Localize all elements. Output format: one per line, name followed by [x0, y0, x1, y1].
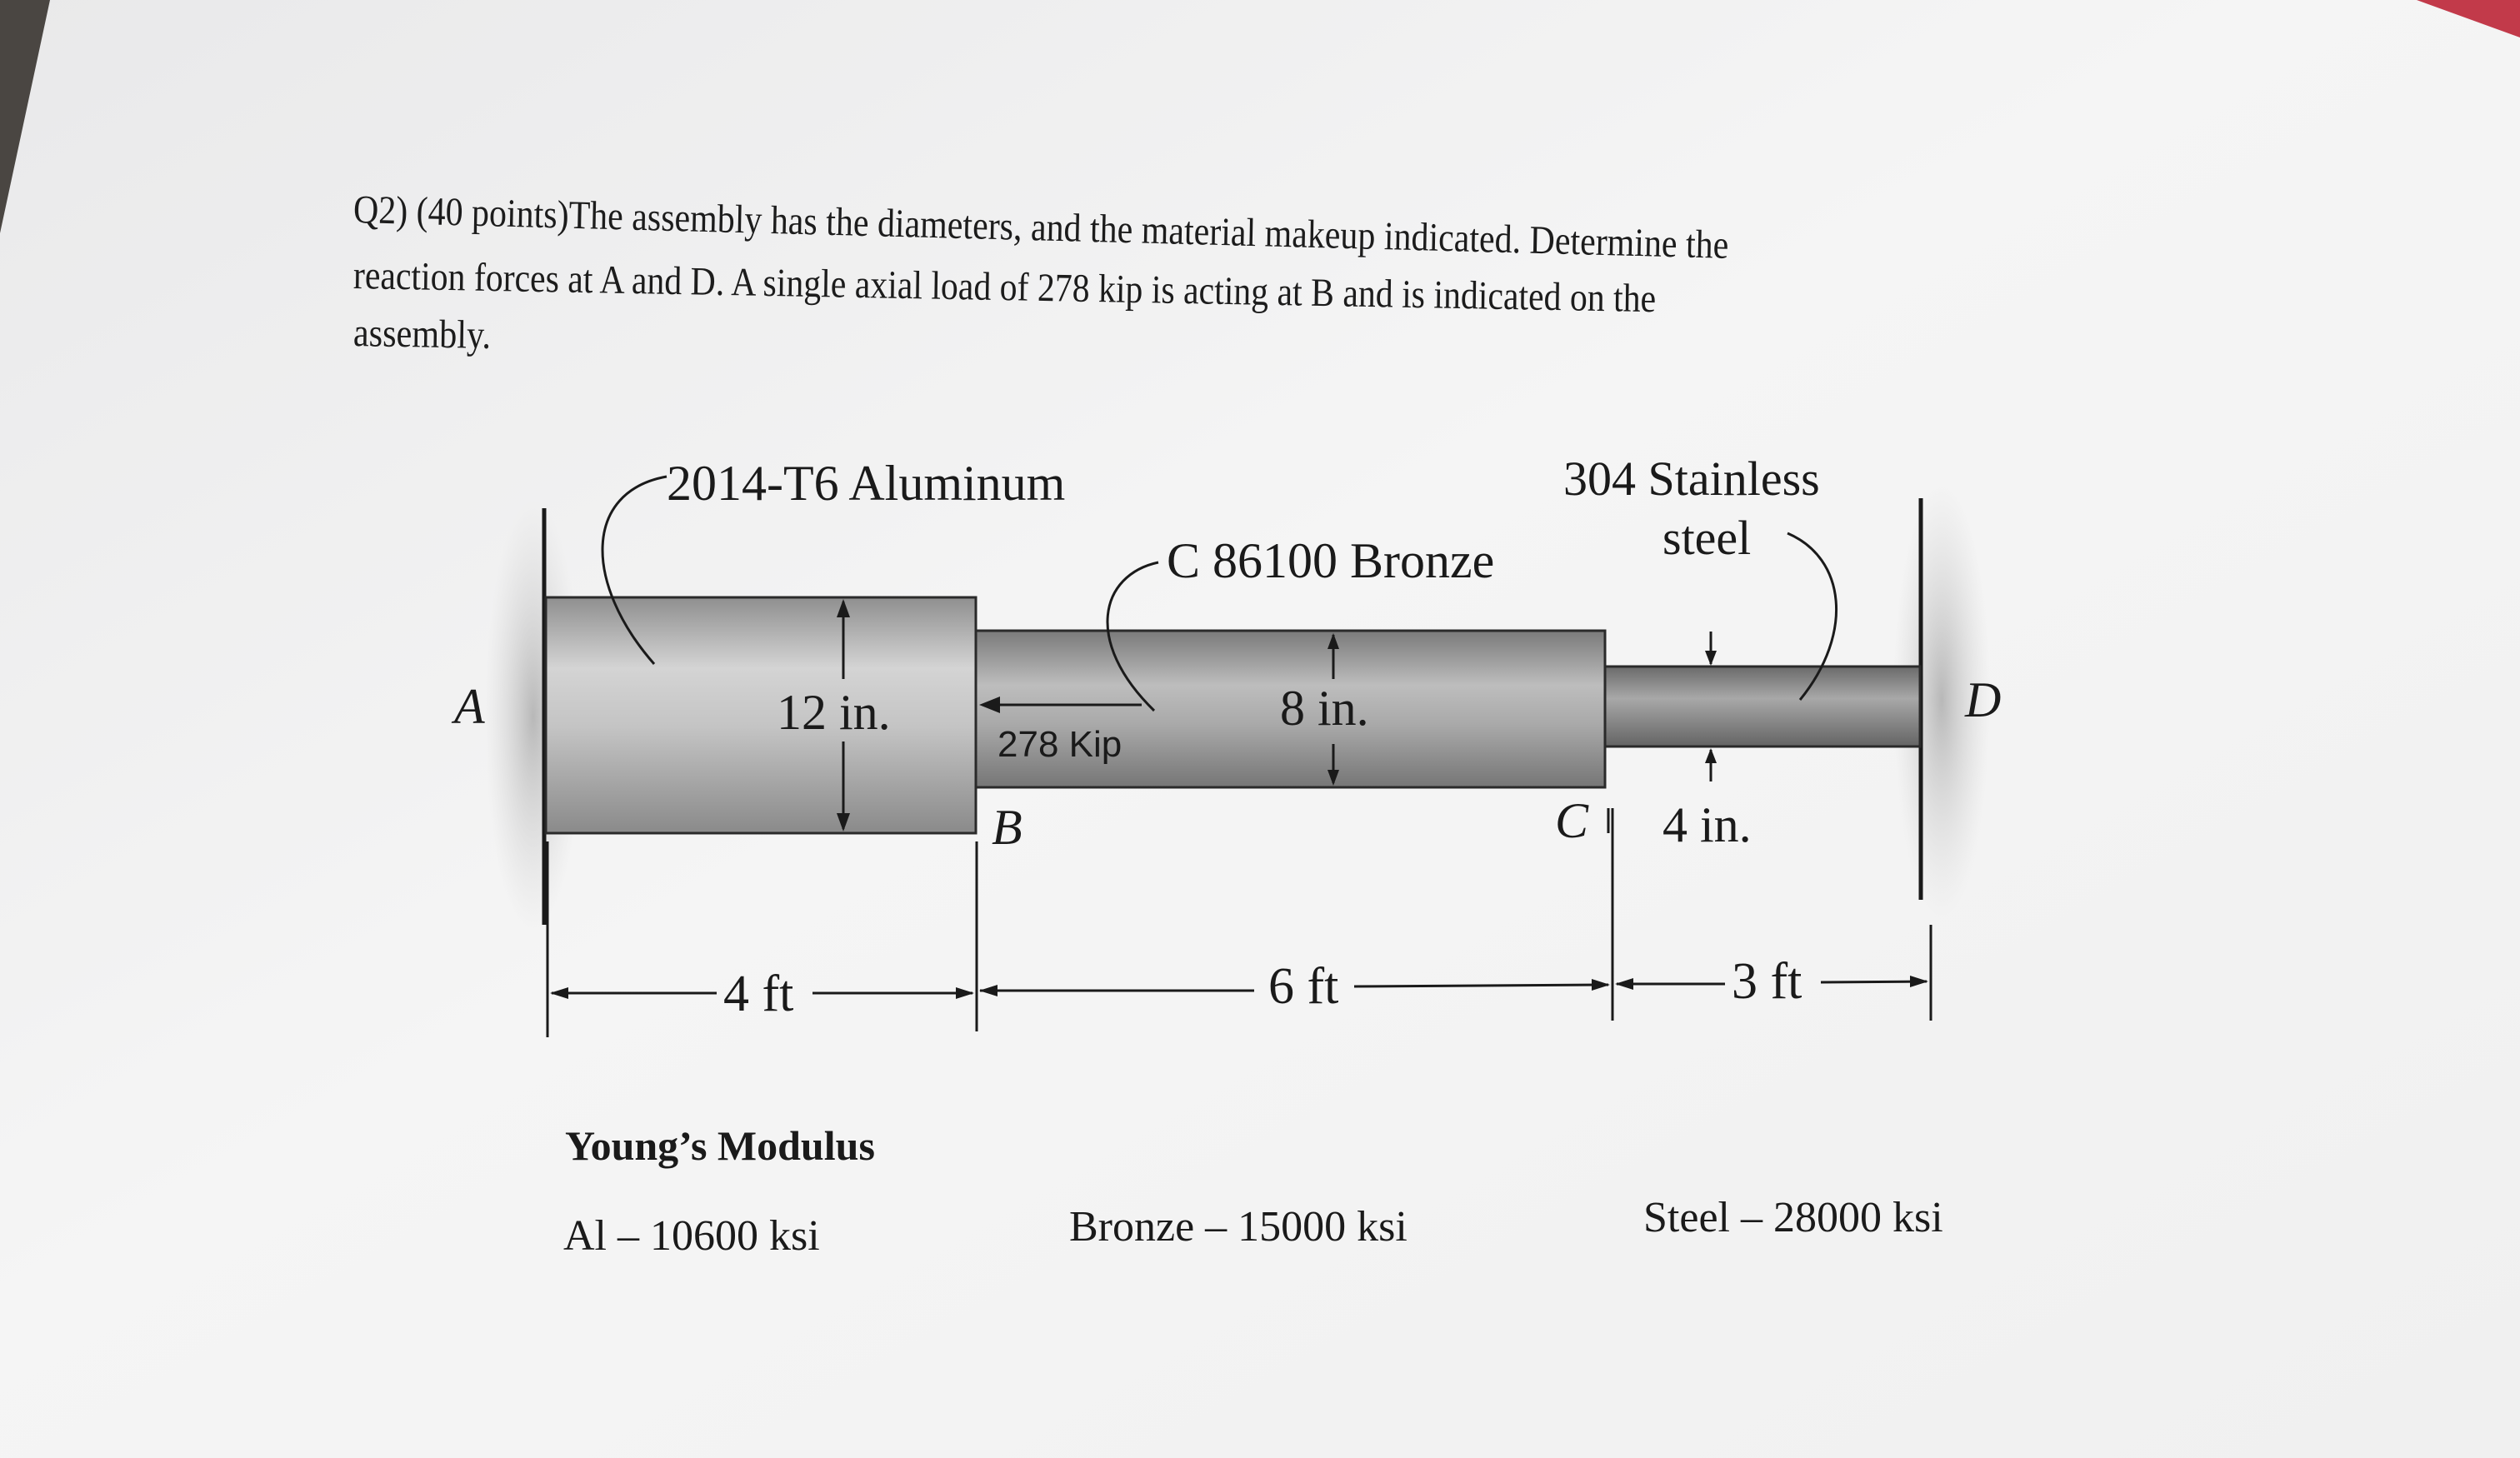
bronze-label: C 86100 Bronze: [1167, 533, 1495, 588]
question-line-2: reaction forces at A and D. A single axial load of 278 kip is acting at B and is indicated on the: [352, 253, 1657, 322]
aluminum-segment: [546, 597, 976, 833]
point-d-label: D: [1965, 672, 2002, 727]
modulus-bronze: Bronze – 15000 ksi: [1069, 1203, 1408, 1251]
steel-diameter-label: 4 in.: [1662, 797, 1752, 852]
steel-label-line-1: 304 Stainless: [1563, 452, 1820, 506]
length-dim-bronze-right: [1354, 985, 1608, 986]
steel-diameter-arrow-bottom: [1705, 748, 1717, 763]
question-line-1: Q2) (40 points)The assembly has the diameters, and the material makeup indicated. Determine the: [352, 187, 1729, 267]
length-aluminum-label: 4 ft: [723, 966, 794, 1022]
length-steel-label: 3 ft: [1732, 953, 1802, 1010]
length-dim-bronze-arrow-right: [1592, 979, 1610, 991]
bronze-diameter-label: 8 in.: [1280, 681, 1369, 736]
length-dim-steel-arrow-left: [1615, 978, 1633, 990]
steel-label-line-2: steel: [1662, 511, 1752, 565]
length-bronze-label: 6 ft: [1268, 958, 1339, 1015]
length-dim-bronze-arrow-left: [979, 985, 998, 996]
point-b-label: B: [992, 800, 1022, 855]
point-c-label: C: [1555, 793, 1589, 848]
length-dim-aluminum-arrow-right: [956, 987, 974, 999]
load-label: 278 Kip: [998, 724, 1122, 765]
steel-segment: [1605, 667, 1920, 746]
youngs-modulus-heading: Young’s Modulus: [565, 1122, 875, 1169]
length-dim-steel-arrow-right: [1910, 976, 1928, 987]
length-dim-aluminum-arrow-left: [550, 987, 568, 999]
point-a-label: A: [454, 679, 485, 734]
aluminum-label: 2014-T6 Aluminum: [667, 456, 1066, 511]
aluminum-diameter-label: 12 in.: [777, 685, 891, 740]
steel-diameter-arrow-top: [1705, 651, 1717, 666]
modulus-steel: Steel – 28000 ksi: [1643, 1194, 1943, 1241]
modulus-aluminum: Al – 10600 ksi: [563, 1212, 820, 1260]
question-line-3: assembly.: [352, 311, 492, 357]
